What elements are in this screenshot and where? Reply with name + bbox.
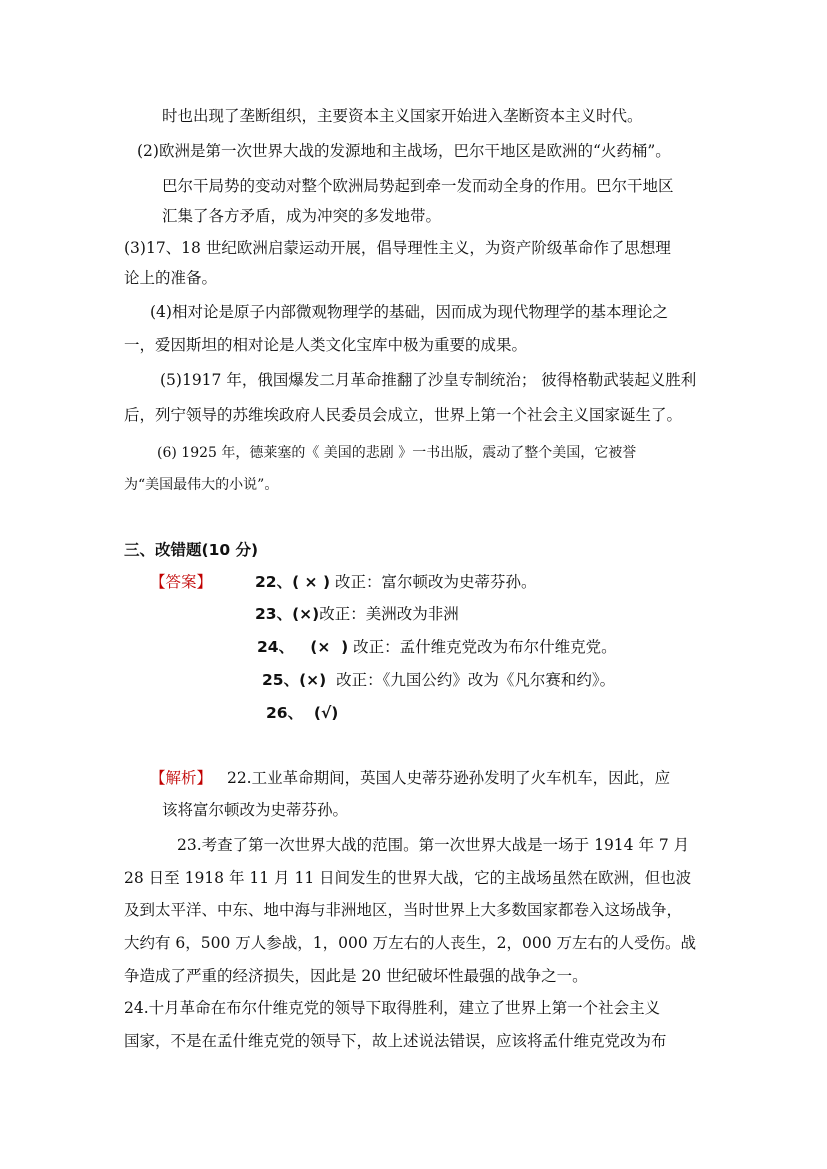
answer-correction: 改正：富尔顿改为史蒂芬孙。 xyxy=(334,573,537,591)
analysis-line xyxy=(150,768,670,788)
text-line: (2)欧洲是第一次世界大战的发源地和主战场，巴尔干地区是欧洲的“火药桶”。 xyxy=(137,142,671,160)
answer-row xyxy=(255,572,536,592)
answer-correction: 改正：孟什维克党改为布尔什维克党。 xyxy=(353,638,617,656)
text-line: (6) 1925 年，德莱塞的《 美国的悲剧 》一书出版，震动了整个美国，它被誉 xyxy=(157,445,637,461)
answer-row xyxy=(266,703,338,723)
answer-number: 22、 xyxy=(255,573,293,591)
answer-row xyxy=(255,604,459,624)
text-line: 汇集了各方矛盾，成为冲突的多发地带。 xyxy=(162,207,442,225)
analysis-tag: 【解析】 xyxy=(150,769,213,787)
answer-correction: 改正：《九国公约》改为《凡尔赛和约》。 xyxy=(326,671,616,689)
answer-mark: (×) xyxy=(299,671,327,689)
text-line: 24.十月革命在布尔什维克党的领导下取得胜利，建立了世界上第一个社会主义 xyxy=(124,999,661,1017)
answer-number: 23、 xyxy=(255,605,293,623)
answer-number: 24、 xyxy=(257,638,295,656)
analysis-text: 22.工业革命期间，英国人史蒂芬逊孙发明了火车机车，因此，应 xyxy=(226,769,671,787)
answer-number: 26、 xyxy=(266,704,304,722)
answer-number: 25、 xyxy=(262,671,300,689)
text-line: (5)1917 年，俄国爆发二月革命推翻了沙皇专制统治； 彼得格勒武装起义胜利 xyxy=(160,371,697,389)
text-line: 该将富尔顿改为史蒂芬孙。 xyxy=(162,801,349,819)
answer-mark: (× ) xyxy=(294,638,349,656)
answer-correction: 改正：美洲改为非洲 xyxy=(319,605,459,623)
text-line: (3)17、18 世纪欧洲启蒙运动开展，倡导理性主义，为资产阶级革命作了思想理 xyxy=(124,239,671,257)
answer-mark: (×) xyxy=(292,605,320,623)
text-line: 后，列宁领导的苏维埃政府人民委员会成立，世界上第一个社会主义国家诞生了。 xyxy=(124,406,683,424)
answer-row xyxy=(262,670,615,690)
section-heading: 三、改错题(10 分) xyxy=(124,541,259,559)
text-line: 及到太平洋、中东、地中海与非洲地区，当时世界上大多数国家都卷入这场战争， xyxy=(124,901,683,919)
answer-mark: ( × ) xyxy=(292,573,331,591)
text-line: 巴尔干局势的变动对整个欧洲局势起到牵一发而动全身的作用。巴尔干地区 xyxy=(162,177,674,195)
answer-row xyxy=(257,637,617,657)
text-line: 时也出现了垄断组织，主要资本主义国家开始进入垄断资本主义时代。 xyxy=(162,107,643,125)
text-line: 国家，不是在孟什维克党的领导下，故上述说法错误，应该将孟什维克党改为布 xyxy=(124,1032,667,1050)
text-line: 28 日至 1918 年 11 月 11 日间发生的世界大战，它的主战场虽然在欧洲，但也波 xyxy=(124,869,692,887)
answer-tag: 【答案】 xyxy=(150,573,213,591)
text-line: (4)相对论是原子内部微观物理学的基础，因而成为现代物理学的基本理论之 xyxy=(150,303,668,321)
text-line: 争造成了严重的经济损失，因此是 20 世纪破坏性最强的战争之一。 xyxy=(124,967,588,985)
text-line: 23.考查了第一次世界大战的范围。第一次世界大战是一场于 1914 年 7 月 xyxy=(177,836,690,854)
answer-mark: (√) xyxy=(303,704,339,722)
text-line: 大约有 6，500 万人参战，1，000 万左右的人丧生，2，000 万左右的人受伤。战 xyxy=(124,934,697,952)
text-line: 为“美国最伟大的小说”。 xyxy=(124,477,279,493)
text-line: 一，爱因斯坦的相对论是人类文化宝库中极为重要的成果。 xyxy=(124,336,528,354)
text-line: 论上的准备。 xyxy=(124,269,218,287)
